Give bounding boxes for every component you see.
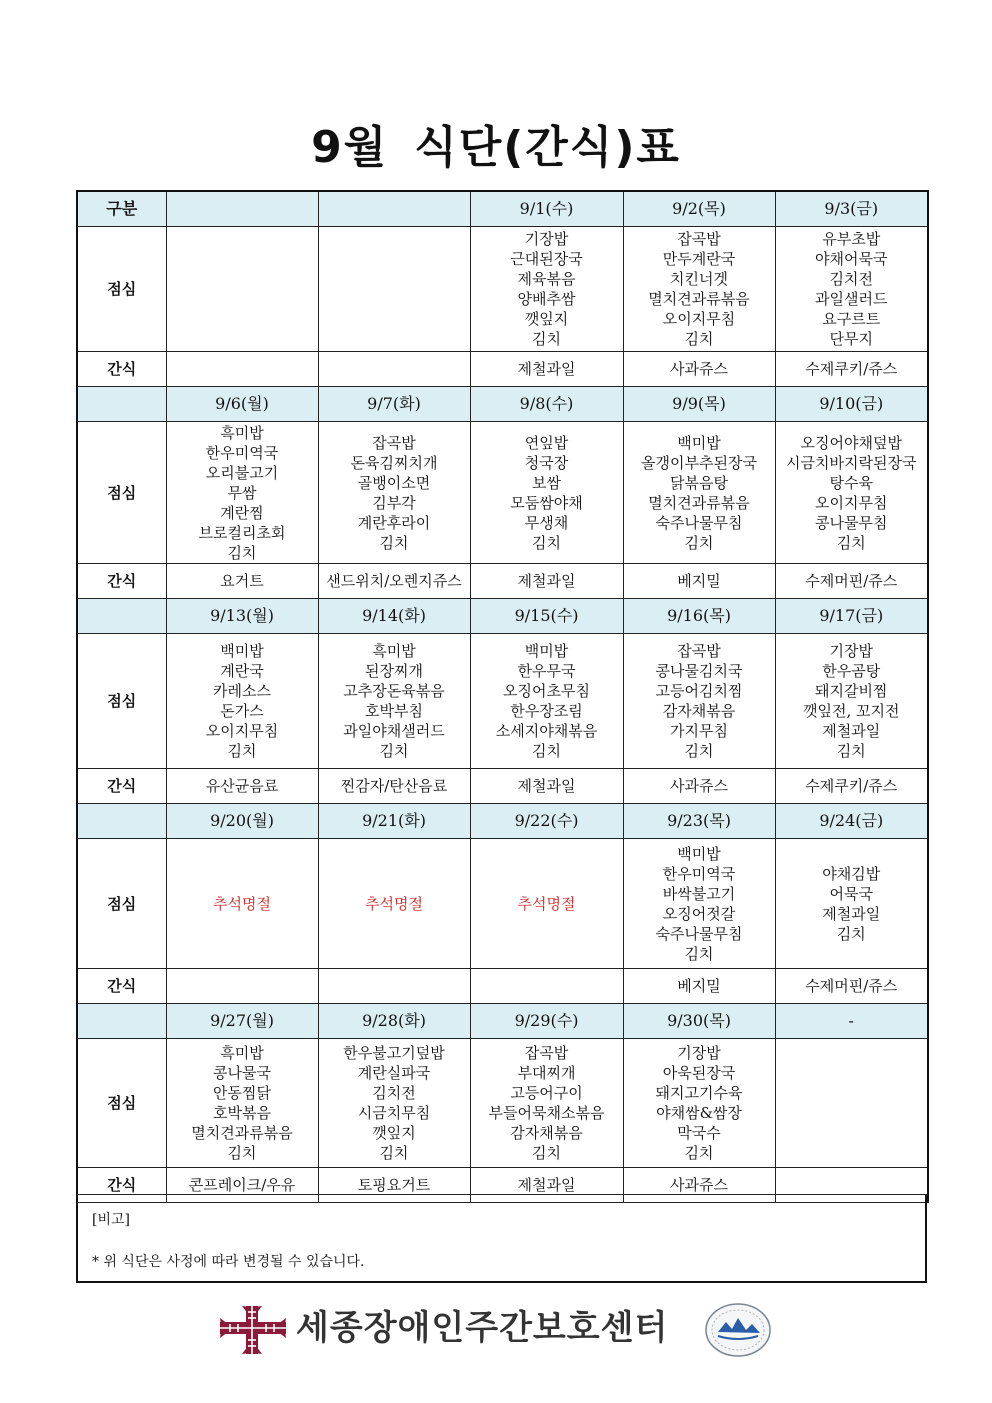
menu-item: 야채김밥: [822, 864, 881, 883]
date-header: 9/14(화): [318, 599, 470, 634]
menu-item: 돈육김찌치개: [350, 453, 438, 472]
date-header: [318, 191, 470, 227]
category-header-empty: [77, 599, 166, 634]
menu-item: 보쌈: [532, 473, 561, 492]
date-header: 9/22(수): [470, 804, 623, 839]
category-header-empty: [77, 804, 166, 839]
snack-cell: 콘프레이크/우유: [166, 1168, 318, 1203]
menu-item: 된장찌개: [365, 662, 423, 680]
snack-row: [77, 352, 928, 387]
menu-item: 한우무국: [517, 662, 576, 680]
category-header-empty: [77, 1004, 166, 1039]
lunch-cell: [166, 634, 318, 769]
snack-label: 간식: [77, 969, 166, 1004]
menu-item: 김부각: [372, 493, 416, 512]
remarks-heading: [비고]: [92, 1212, 130, 1228]
menu-item: 무쌈: [227, 483, 257, 502]
menu-item: 시금치바지락된장국: [786, 453, 917, 472]
snack-cell: [166, 352, 318, 387]
date-header: 9/13(월): [166, 599, 318, 634]
lunch-cell: [318, 634, 470, 769]
date-header: 9/2(목): [623, 191, 775, 227]
menu-item: 감자채볶음: [662, 702, 736, 720]
date-header: [166, 191, 318, 227]
menu-item: 오이지무침: [662, 310, 736, 328]
week-header-row: [77, 1004, 928, 1039]
lunch-cell: [775, 227, 928, 352]
date-header: 9/21(화): [318, 804, 470, 839]
menu-item: 과일야채샐러드: [343, 722, 445, 740]
snack-cell: 제철과일: [470, 352, 623, 387]
menu-item: 카레소스: [213, 682, 271, 700]
snack-cell: 사과쥬스: [623, 769, 775, 804]
menu-item: 기장밥: [829, 642, 873, 660]
menu-item: 골뱅이소면: [357, 473, 431, 492]
snack-label: 간식: [77, 769, 166, 804]
menu-item: 만두계란국: [662, 250, 736, 268]
menu-item: 계란찜: [220, 503, 264, 522]
menu-item: 제육볶음: [517, 270, 576, 288]
menu-item: 야채어묵국: [815, 250, 888, 268]
organization-name: 세종장애인주간보호센터: [296, 1308, 669, 1348]
menu-item: 잡곡밥: [524, 1044, 569, 1062]
date-header: 9/30(목): [623, 1004, 775, 1039]
menu-item: 양배추쌈: [517, 290, 576, 308]
menu-item: 김치: [532, 533, 561, 552]
menu-item: 김치: [684, 944, 714, 963]
week-header-row: [77, 599, 928, 634]
menu-item: 숙주나물무침: [655, 513, 743, 532]
lunch-cell: [623, 1039, 775, 1168]
menu-item: 한우불고기덮밥: [343, 1044, 445, 1062]
menu-item: 부대찌개: [517, 1064, 576, 1082]
menu-item: 김치전: [372, 1084, 416, 1102]
date-header: 9/29(수): [470, 1004, 623, 1039]
menu-item: 오징어젓갈: [662, 904, 736, 923]
menu-item: 멸치견과류볶음: [648, 290, 750, 308]
menu-item: 김치: [836, 924, 866, 943]
remarks-note: * 위 식단은 사정에 따라 변경될 수 있습니다.: [92, 1254, 365, 1270]
menu-item: 흑미밥: [372, 642, 416, 660]
menu-item: 부들어묵채소볶음: [488, 1104, 605, 1122]
lunch-cell: [623, 422, 775, 564]
date-header: 9/7(화): [318, 387, 470, 422]
menu-item: 한우미역국: [662, 864, 736, 883]
holiday-label: 추석명절: [365, 894, 423, 913]
menu-item: 바싹불고기: [662, 884, 736, 903]
menu-item: 과일샐러드: [815, 290, 888, 308]
menu-item: 무생채: [524, 513, 569, 532]
caritas-logo-icon: [218, 1304, 288, 1356]
lunch-label: 점심: [77, 634, 166, 769]
menu-item: 호박부침: [365, 702, 423, 720]
lunch-cell: [166, 422, 318, 564]
menu-item: 유부초밥: [822, 230, 881, 248]
lunch-cell: [623, 634, 775, 769]
snack-row: [77, 564, 928, 599]
week-header-row: [77, 387, 928, 422]
snack-cell: 수제머핀/쥬스: [775, 564, 928, 599]
menu-item: 김치: [532, 330, 561, 348]
week-header-row: [77, 804, 928, 839]
snack-label: 간식: [77, 1168, 166, 1203]
menu-item: 안동찜닭: [213, 1084, 271, 1102]
date-header: -: [775, 1004, 928, 1039]
menu-item: 백미밥: [677, 844, 721, 863]
menu-item: 가지무침: [670, 722, 728, 740]
snack-cell: 제철과일: [470, 769, 623, 804]
lunch-label: 점심: [77, 227, 166, 352]
date-header: 9/10(금): [775, 387, 928, 422]
menu-item: 기장밥: [524, 230, 569, 248]
menu-item: 제철과일: [822, 722, 881, 740]
menu-item: 계란후라이: [357, 513, 431, 532]
snack-label: 간식: [77, 564, 166, 599]
menu-item: 백미밥: [524, 642, 569, 660]
menu-item: 멸치견과류볶음: [191, 1124, 293, 1142]
date-header: 9/1(수): [470, 191, 623, 227]
date-header: 9/9(목): [623, 387, 775, 422]
menu-item: 김치: [379, 533, 409, 552]
menu-item: 멸치견과류볶음: [648, 493, 750, 512]
menu-item: 김치: [379, 742, 409, 760]
menu-item: 돈가스: [220, 702, 264, 720]
menu-item: 탕수육: [829, 473, 873, 492]
menu-item: 오이지무침: [205, 722, 279, 740]
menu-item: 김치: [684, 742, 714, 760]
menu-item: 단무지: [829, 330, 873, 348]
holiday-label: 추석명절: [213, 894, 271, 913]
lunch-row: [77, 634, 928, 769]
menu-item: 호박볶음: [213, 1104, 271, 1122]
menu-table: [76, 190, 929, 1203]
date-header: 9/20(월): [166, 804, 318, 839]
menu-item: 잡곡밥: [372, 433, 416, 452]
date-header: 9/6(월): [166, 387, 318, 422]
snack-cell: 수제머핀/쥬스: [775, 969, 928, 1004]
lunch-cell: [166, 839, 318, 969]
menu-item: 어묵국: [829, 884, 873, 903]
menu-item: 백미밥: [220, 642, 264, 660]
remarks-box: [76, 1194, 927, 1283]
lunch-cell: [775, 422, 928, 564]
menu-item: 콩나물김치국: [655, 662, 743, 680]
menu-item: 콩나물국: [213, 1064, 271, 1082]
menu-item: 흑미밥: [220, 423, 264, 442]
menu-item: 김치: [532, 1144, 561, 1162]
menu-item: 청국장: [524, 453, 569, 472]
menu-item: 근대된장국: [510, 250, 583, 268]
snack-cell: [166, 969, 318, 1004]
menu-item: 콩나물무침: [815, 513, 888, 532]
lunch-row: [77, 227, 928, 352]
menu-item: 돼지고기수육: [655, 1084, 743, 1102]
lunch-cell: [318, 422, 470, 564]
menu-item: 시금치무침: [357, 1104, 431, 1122]
menu-item: 돼지갈비찜: [815, 682, 888, 700]
menu-item: 제철과일: [822, 904, 881, 923]
snack-cell: 샌드위치/오렌지쥬스: [318, 564, 470, 599]
snack-cell: 제철과일: [470, 1168, 623, 1203]
lunch-cell: [470, 839, 623, 969]
lunch-cell: [470, 227, 623, 352]
snack-cell: [318, 352, 470, 387]
lunch-cell: [470, 422, 623, 564]
menu-item: 야채쌈&쌈장: [656, 1104, 742, 1122]
menu-item: 계란국: [220, 662, 264, 680]
snack-cell: 토핑요거트: [318, 1168, 470, 1203]
snack-cell: 유산균음료: [166, 769, 318, 804]
menu-item: 깻잎지: [524, 310, 569, 328]
menu-item: 막국수: [677, 1124, 721, 1142]
menu-item: 김치전: [829, 270, 873, 288]
date-header: 9/3(금): [775, 191, 928, 227]
menu-item: 브로컬리초회: [198, 523, 286, 542]
menu-item: 기장밥: [677, 1044, 721, 1062]
category-header-empty: [77, 387, 166, 422]
date-header: 9/15(수): [470, 599, 623, 634]
snack-row: [77, 969, 928, 1004]
lunch-cell: [775, 1039, 928, 1168]
lunch-label: 점심: [77, 839, 166, 969]
menu-item: 깻잎전, 꼬지전: [803, 702, 900, 720]
menu-item: 백미밥: [677, 433, 721, 452]
menu-item: 아욱된장국: [662, 1064, 736, 1082]
menu-item: 닭볶음탕: [670, 473, 728, 492]
date-header: 9/8(수): [470, 387, 623, 422]
menu-item: 고추장돈육볶음: [343, 682, 445, 700]
menu-item: 소세지야채볶음: [495, 722, 598, 740]
lunch-cell: [318, 839, 470, 969]
date-header: 9/27(월): [166, 1004, 318, 1039]
lunch-cell: [623, 227, 775, 352]
menu-item: 오이지무침: [815, 493, 888, 512]
snack-cell: [318, 969, 470, 1004]
snack-cell: [470, 969, 623, 1004]
menu-item: 김치: [227, 543, 257, 562]
lunch-label: 점심: [77, 422, 166, 564]
lunch-cell: [166, 1039, 318, 1168]
lunch-cell: [318, 1039, 470, 1168]
lunch-cell: [775, 839, 928, 969]
page-title: 9월 식단(간식)표: [311, 122, 681, 173]
menu-item: 김치: [532, 742, 561, 760]
menu-item: 고등어김치찜: [655, 682, 743, 700]
lunch-cell: [775, 634, 928, 769]
menu-item: 한우곰탕: [822, 662, 881, 680]
date-header: 9/23(목): [623, 804, 775, 839]
lunch-cell: [318, 227, 470, 352]
snack-cell: 수제쿠키/쥬스: [775, 769, 928, 804]
snack-cell: 베지밀: [623, 564, 775, 599]
snack-cell: 제철과일: [470, 564, 623, 599]
menu-item: 김치: [684, 1144, 714, 1162]
lunch-row: [77, 839, 928, 969]
snack-cell: 수제쿠키/쥬스: [775, 352, 928, 387]
menu-item: 오징어초무침: [503, 682, 590, 700]
sejong-seal-icon: [704, 1302, 772, 1358]
menu-item: 모둠쌈야채: [510, 493, 583, 512]
lunch-cell: [623, 839, 775, 969]
date-header: 9/28(화): [318, 1004, 470, 1039]
menu-item: 김치: [227, 742, 257, 760]
menu-item: 김치: [684, 533, 714, 552]
menu-item: 잡곡밥: [677, 642, 721, 660]
lunch-cell: [166, 227, 318, 352]
menu-item: 김치: [684, 330, 714, 348]
menu-item: 김치: [836, 742, 866, 760]
footer: [0, 1300, 992, 1360]
menu-item: 김치: [227, 1144, 257, 1162]
menu-item: 올갱이부추된장국: [641, 453, 757, 472]
snack-cell: 요거트: [166, 564, 318, 599]
week-header-row: [77, 191, 928, 227]
lunch-label: 점심: [77, 1039, 166, 1168]
lunch-cell: [470, 1039, 623, 1168]
menu-item: 깻잎지: [372, 1124, 416, 1142]
menu-item: 한우미역국: [205, 443, 279, 462]
snack-label: 간식: [77, 352, 166, 387]
category-header: 구분: [77, 191, 166, 227]
menu-item: 한우장조림: [510, 702, 583, 720]
snack-cell: 사과쥬스: [623, 352, 775, 387]
menu-item: 고등어구이: [510, 1084, 583, 1102]
menu-item: 연잎밥: [524, 433, 569, 452]
menu-item: 잡곡밥: [677, 230, 721, 248]
menu-item: 오징어야채덮밥: [800, 433, 902, 452]
snack-row: [77, 769, 928, 804]
lunch-row: [77, 422, 928, 564]
menu-item: 김치: [836, 533, 866, 552]
menu-item: 요구르트: [822, 310, 881, 328]
menu-item: 감자채볶음: [510, 1124, 583, 1142]
snack-cell: 찐감자/탄산음료: [318, 769, 470, 804]
date-header: 9/24(금): [775, 804, 928, 839]
date-header: 9/17(금): [775, 599, 928, 634]
holiday-label: 추석명절: [517, 894, 576, 913]
menu-item: 치킨너겟: [670, 270, 728, 288]
lunch-cell: [470, 634, 623, 769]
date-header: 9/16(목): [623, 599, 775, 634]
menu-item: 계란실파국: [357, 1064, 431, 1082]
menu-item: 오리불고기: [205, 463, 279, 482]
menu-item: 흑미밥: [220, 1044, 264, 1062]
lunch-row: [77, 1039, 928, 1168]
menu-item: 숙주나물무침: [655, 924, 743, 943]
snack-cell: 베지밀: [623, 969, 775, 1004]
menu-item: 김치: [379, 1144, 409, 1162]
snack-cell: 사과쥬스: [623, 1168, 775, 1203]
